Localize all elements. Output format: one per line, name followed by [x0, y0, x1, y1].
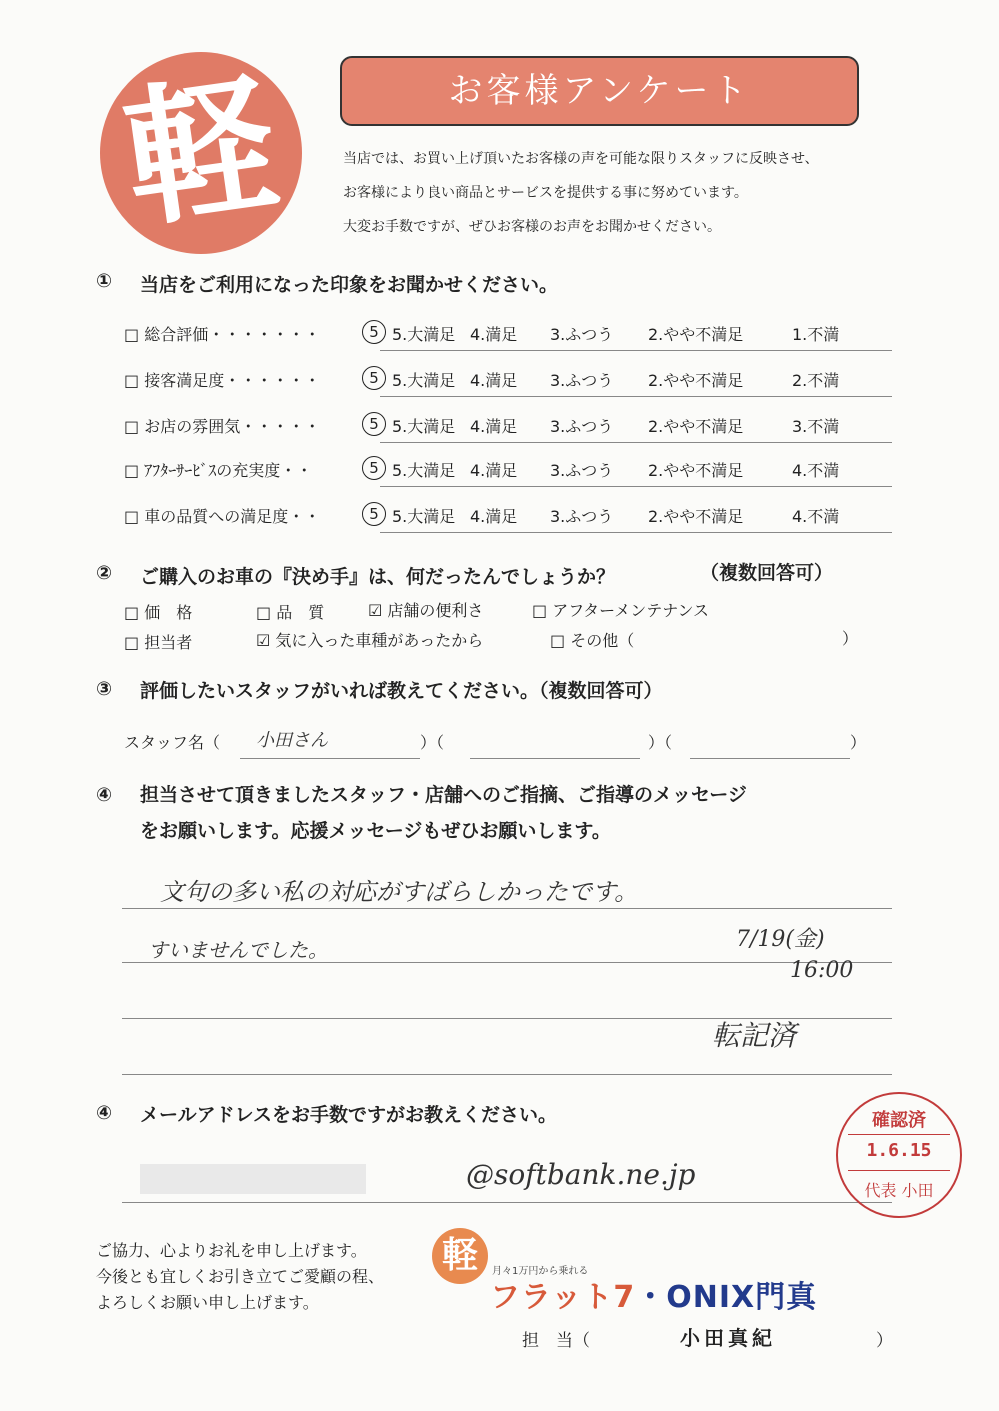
q2-option-quality[interactable]: □ 品 質 — [256, 603, 325, 622]
q1-row-label: □ ｱﾌﾀｰｻｰﾋﾞｽの充実度・・ — [124, 461, 313, 480]
q1-opt: 2.やや不満足 — [648, 371, 744, 390]
q3-staff-value[interactable]: 小田さん — [256, 730, 328, 751]
divider — [240, 758, 420, 759]
q5-title: メールアドレスをお手数ですがお教えください。 — [140, 1104, 558, 1126]
redacted-email-local — [140, 1164, 366, 1194]
q3-paren: ） — [850, 733, 867, 752]
q3-number: ③ — [96, 678, 113, 700]
q1-row-label: □ 車の品質への満足度・・ — [124, 507, 321, 526]
q4-transcribed: 転記済 — [712, 1019, 797, 1052]
thanks-line-3: よろしくお願い申し上げます。 — [96, 1293, 319, 1312]
q1-opt: 3.ふつう — [550, 507, 614, 526]
intro-line-3: 大変お手数ですが、ぜひお客様のお声をお聞かせください。 — [343, 219, 721, 235]
stamp-rule — [848, 1170, 950, 1171]
answer-circle: 5 — [362, 502, 386, 526]
q2-number: ② — [96, 562, 113, 584]
stamp-rule — [848, 1134, 950, 1135]
divider — [690, 758, 850, 759]
q1-opt: 5.大満足 — [392, 417, 456, 436]
q1-row-label: □ 接客満足度・・・・・・ — [124, 371, 321, 390]
q1-opt: 5.大満足 — [392, 461, 456, 480]
q1-opt: 2.不満 — [792, 371, 840, 390]
q2-option-other-close: ） — [842, 629, 859, 648]
q3-paren: ）（ — [420, 733, 445, 752]
q1-title: 当店をご利用になった印象をお聞かせください。 — [140, 274, 559, 296]
q1-opt: 4.満足 — [470, 461, 518, 480]
divider — [122, 962, 892, 963]
q1-opt: 5.大満足 — [392, 507, 456, 526]
q2-option-price[interactable]: □ 価 格 — [124, 603, 193, 622]
confirmed-stamp — [836, 1092, 962, 1218]
q4-date: 7/19(金) — [736, 927, 825, 952]
brand-name — [490, 1272, 817, 1316]
q4-message-2[interactable]: すいませんでした。 — [148, 938, 328, 962]
q5-number: ④ — [96, 1102, 113, 1124]
answer-circle: 5 — [362, 456, 386, 480]
q4-time: 16:00 — [790, 958, 854, 983]
q4-title-2: をお願いします。応援メッセージもぜひお願いします。 — [140, 820, 611, 842]
q2-option-car[interactable]: ☑ 気に入った車種があったから — [256, 631, 484, 650]
thanks-line-1: ご協力、心よりお礼を申し上げます。 — [96, 1241, 367, 1260]
answer-circle: 5 — [362, 412, 386, 436]
divider — [380, 532, 892, 533]
divider — [380, 350, 892, 351]
q1-opt: 3.ふつう — [550, 417, 614, 436]
q1-opt: 4.不満 — [792, 507, 840, 526]
brand-name-a: フラット7 — [490, 1280, 636, 1315]
intro-line-2: お客様により良い商品とサービスを提供する事に努めています。 — [343, 185, 748, 201]
brand-tagline: 月々1万円から乗れる — [492, 1266, 589, 1277]
logo-char: 軽 — [114, 56, 288, 250]
staff-close: ） — [876, 1331, 893, 1351]
q1-number: ① — [96, 270, 113, 292]
q1-opt: 2.やや不満足 — [648, 461, 744, 480]
q1-opt: 3.ふつう — [550, 371, 614, 390]
staff-label: 担 当（ — [522, 1331, 590, 1351]
staff-name: 小田真紀 — [680, 1326, 776, 1350]
q3-staff-label: スタッフ名（ — [124, 733, 221, 752]
q1-opt: 3.ふつう — [550, 461, 614, 480]
q1-opt: 5.大満足 — [392, 325, 456, 344]
email-domain[interactable]: @softbank.ne.jp — [466, 1158, 696, 1191]
q1-opt: 4.満足 — [470, 417, 518, 436]
divider — [380, 486, 892, 487]
q4-title-1: 担当させて頂きましたスタッフ・店舗へのご指摘、ご指導のメッセージ — [140, 784, 747, 806]
q2-option-other[interactable]: □ その他（ — [550, 631, 635, 650]
q4-message-1[interactable]: 文句の多い私の対応がすばらしかったです。 — [160, 878, 639, 906]
divider — [122, 908, 892, 909]
q2-option-staff[interactable]: □ 担当者 — [124, 633, 193, 652]
stamp-date: 1.6.15 — [866, 1140, 932, 1161]
stamp-line-1: 確認済 — [872, 1110, 926, 1131]
q1-opt: 1.不満 — [792, 325, 840, 344]
q2-title: ご購入のお車の『決め手』は、何だったんでしょうか？ — [140, 566, 616, 588]
stamp-line-3: 代表 小田 — [864, 1181, 934, 1200]
q1-opt: 4.不満 — [792, 461, 840, 480]
q1-opt: 3.不満 — [792, 417, 840, 436]
logo-circle — [100, 52, 302, 254]
q1-row-label: □ お店の雰囲気・・・・・ — [124, 417, 321, 436]
answer-circle: 5 — [362, 320, 386, 344]
title-banner — [340, 56, 859, 126]
divider — [470, 758, 640, 759]
intro-line-1: 当店では、お買い上げ頂いたお客様の声を可能な限りスタッフに反映させ、 — [343, 151, 819, 167]
q2-option-store[interactable]: ☑ 店舗の便利さ — [368, 601, 484, 620]
q4-number: ④ — [96, 784, 113, 806]
page-title: お客様アンケート — [448, 71, 751, 111]
q1-opt: 4.満足 — [470, 507, 518, 526]
q1-opt: 4.満足 — [470, 325, 518, 344]
q1-opt: 4.満足 — [470, 371, 518, 390]
q2-option-after[interactable]: □ アフターメンテナンス — [532, 601, 710, 620]
q1-opt: 2.やや不満足 — [648, 417, 744, 436]
q3-title: 評価したいスタッフがいれば教えてください。（複数回答可） — [140, 680, 663, 702]
q3-paren: ）（ — [648, 733, 673, 752]
q1-opt: 3.ふつう — [550, 325, 614, 344]
answer-circle: 5 — [362, 366, 386, 390]
divider — [380, 442, 892, 443]
q1-opt: 2.やや不満足 — [648, 325, 744, 344]
divider — [380, 396, 892, 397]
q2-note: （複数回答可） — [700, 562, 834, 584]
brand-char: 軽 — [441, 1235, 478, 1276]
thanks-line-2: 今後とも宜しくお引き立てご愛顧の程、 — [96, 1267, 385, 1286]
q1-opt: 5.大満足 — [392, 371, 456, 390]
brand-logo — [432, 1228, 488, 1284]
q1-opt: 2.やや不満足 — [648, 507, 744, 526]
q1-row-label: □ 総合評価・・・・・・・ — [124, 325, 321, 344]
divider — [122, 1074, 892, 1075]
divider — [122, 1202, 892, 1203]
brand-name-b: ・ONIX門真 — [635, 1280, 818, 1315]
